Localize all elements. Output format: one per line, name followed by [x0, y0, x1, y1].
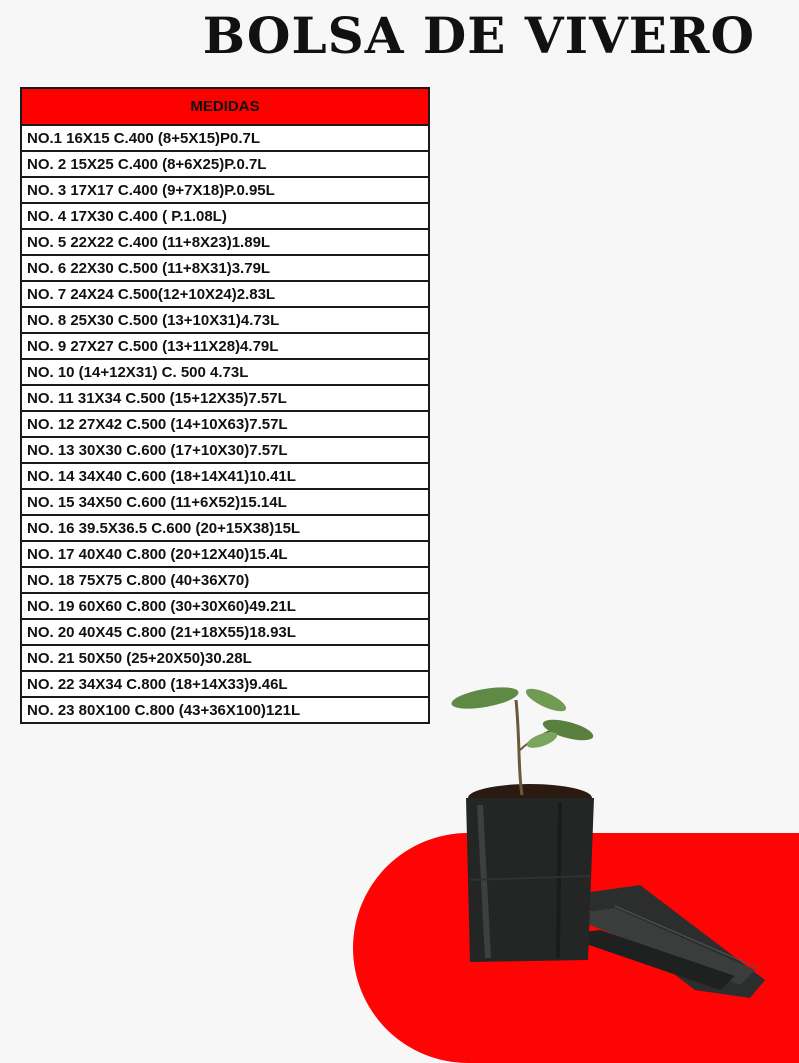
table-row — [21, 437, 429, 463]
size-cell: NO. 5 22X22 C.400 (11+8X23)1.89L — [21, 229, 429, 255]
seedling-leaves-image — [450, 683, 595, 751]
table-row — [21, 151, 429, 177]
page-title: BOLSA DE VIVERO — [202, 6, 755, 65]
table-header: MEDIDAS — [21, 88, 429, 125]
table-row — [21, 515, 429, 541]
size-cell: NO. 12 27X42 C.500 (14+10X63)7.57L — [21, 411, 429, 437]
table-row — [21, 333, 429, 359]
size-cell: NO. 17 40X40 C.800 (20+12X40)15.4L — [21, 541, 429, 567]
size-cell: NO. 23 80X100 C.800 (43+36X100)121L — [21, 697, 429, 723]
table-header-row — [21, 88, 429, 125]
table-row — [21, 593, 429, 619]
table-row — [21, 177, 429, 203]
size-cell: NO. 3 17X17 C.400 (9+7X18)P.0.95L — [21, 177, 429, 203]
size-cell: NO. 6 22X30 C.500 (11+8X31)3.79L — [21, 255, 429, 281]
size-cell: NO. 21 50X50 (25+20X50)30.28L — [21, 645, 429, 671]
table-row — [21, 281, 429, 307]
size-cell: NO. 18 75X75 C.800 (40+36X70) — [21, 567, 429, 593]
table-row — [21, 229, 429, 255]
size-cell: NO. 16 39.5X36.5 C.600 (20+15X38)15L — [21, 515, 429, 541]
size-cell: NO. 7 24X24 C.500(12+10X24)2.83L — [21, 281, 429, 307]
table-row — [21, 541, 429, 567]
size-cell: NO. 19 60X60 C.800 (30+30X60)49.21L — [21, 593, 429, 619]
size-cell: NO. 4 17X30 C.400 ( P.1.08L) — [21, 203, 429, 229]
table-row — [21, 359, 429, 385]
table-row — [21, 697, 429, 723]
nursery-bag-illustration — [440, 680, 770, 1000]
flat-bags-image — [560, 885, 765, 998]
stem-image — [516, 700, 522, 795]
table-row — [21, 463, 429, 489]
size-cell: NO. 2 15X25 C.400 (8+6X25)P.0.7L — [21, 151, 429, 177]
size-cell: NO.1 16X15 C.400 (8+5X15)P0.7L — [21, 125, 429, 151]
table-row — [21, 203, 429, 229]
table-row — [21, 671, 429, 697]
table-row — [21, 645, 429, 671]
black-bag-image — [466, 798, 594, 962]
size-cell: NO. 11 31X34 C.500 (15+12X35)7.57L — [21, 385, 429, 411]
table-row — [21, 567, 429, 593]
size-cell: NO. 10 (14+12X31) C. 500 4.73L — [21, 359, 429, 385]
size-cell: NO. 15 34X50 C.600 (11+6X52)15.14L — [21, 489, 429, 515]
table-row — [21, 411, 429, 437]
table-row — [21, 307, 429, 333]
table-row — [21, 125, 429, 151]
table-row — [21, 385, 429, 411]
sizes-table — [20, 87, 430, 724]
size-cell: NO. 14 34X40 C.600 (18+14X41)10.41L — [21, 463, 429, 489]
size-cell: NO. 8 25X30 C.500 (13+10X31)4.73L — [21, 307, 429, 333]
size-cell: NO. 9 27X27 C.500 (13+11X28)4.79L — [21, 333, 429, 359]
table-row — [21, 489, 429, 515]
size-cell: NO. 20 40X45 C.800 (21+18X55)18.93L — [21, 619, 429, 645]
table-row — [21, 255, 429, 281]
table-row — [21, 619, 429, 645]
size-cell: NO. 13 30X30 C.600 (17+10X30)7.57L — [21, 437, 429, 463]
size-cell: NO. 22 34X34 C.800 (18+14X33)9.46L — [21, 671, 429, 697]
